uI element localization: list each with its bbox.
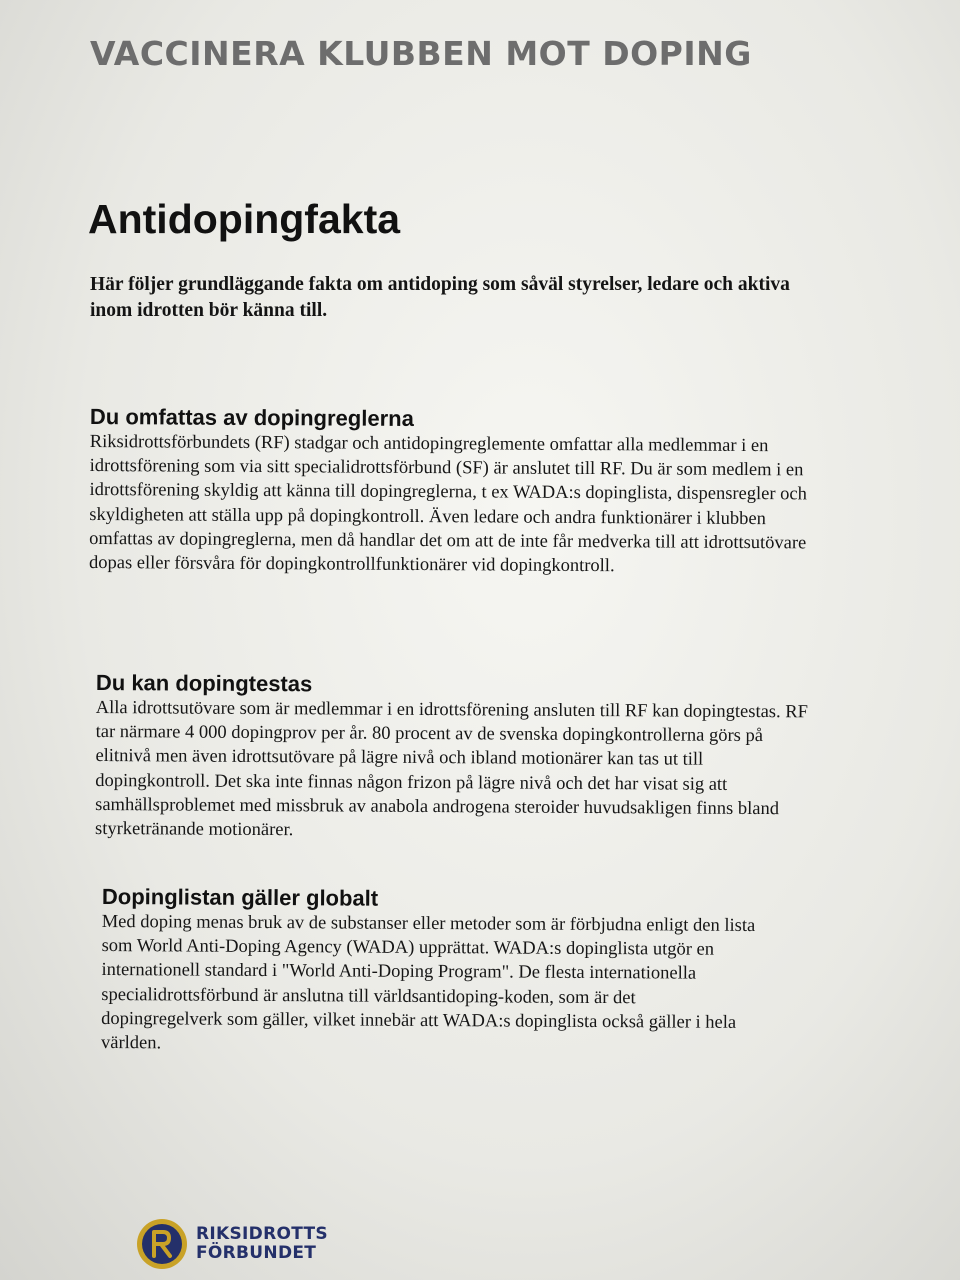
section-testing [95, 670, 816, 846]
header-title: VACCINERA KLUBBEN MOT DOPING [90, 34, 752, 73]
section-heading: Dopinglistan gäller globalt [101, 884, 379, 911]
page-title: Antidopingfakta [88, 196, 401, 242]
section-global-list [101, 884, 762, 1059]
section-rules-coverage [89, 404, 810, 580]
logo-line-2: FÖRBUNDET [196, 1243, 317, 1263]
rf-crest-icon [134, 1216, 190, 1272]
section-body: Riksidrottsförbundets (RF) stadgar och antidopingreglemente omfattar alla medlemmar i en idrottsförening som via sitt specialidrottsförbund (SF) är anslutet till RF. Du är som medlem i en idrottsförening skyldig att känna till dopingreglerna, t ex WADA:s dopinglista, dispensregler och skyldigheten att ställa upp på dopingkontroll. Även ledare och andra funktionärer i klubben omfattas av dopingreglerna, men då handlar det om att de inte får medverka till att idrottsutövare dopas eller försvåra för dopingkontrollfunktionärer vid dopingkontroll. [88, 431, 807, 577]
logo-wordmark [196, 1225, 328, 1263]
intro-paragraph: Här följer grundläggande fakta om antidoping som såväl styrelser, ledare och aktiva inom idrotten bör känna till. [90, 274, 790, 321]
section-heading: Du kan dopingtestas [95, 670, 313, 697]
section-heading: Du omfattas av dopingreglerna [89, 404, 414, 431]
riksidrottsforbundet-logo [134, 1216, 328, 1272]
section-body: Med doping menas bruk av de substanser eller metoder som är förbjudna enligt den lista som World Anti-Doping Agency (WADA) upprättat. WADA:s dopinglista utgör en internationell standard i "World Anti-Doping Program". De flesta internationella specialidrottsförbund är anslutna till världsantidoping-koden, som är det dopingregelverk som gäller, vilket innebär att WADA:s dopinglista också gäller i hela världen. [100, 911, 756, 1054]
section-body: Alla idrottsutövare som är medlemmar i en idrottsförening ansluten till RF kan dopingtestas. RF tar närmare 4 000 dopingprov per år. 80 procent av de svenska dopingkontrollerna görs på elitnivå men även idrottsutövare på lägre nivå och ibland motionärer kan tas ut till dopingkontroll. Det ska inte finnas någon frizon på lägre nivå och det har visat sig att samhällsproblemet med missbruk av anabola androgena steroider huvudsakligen finns bland styrketränande motionärer. [94, 697, 808, 841]
logo-line-1: RIKSIDROTTS [196, 1224, 328, 1244]
